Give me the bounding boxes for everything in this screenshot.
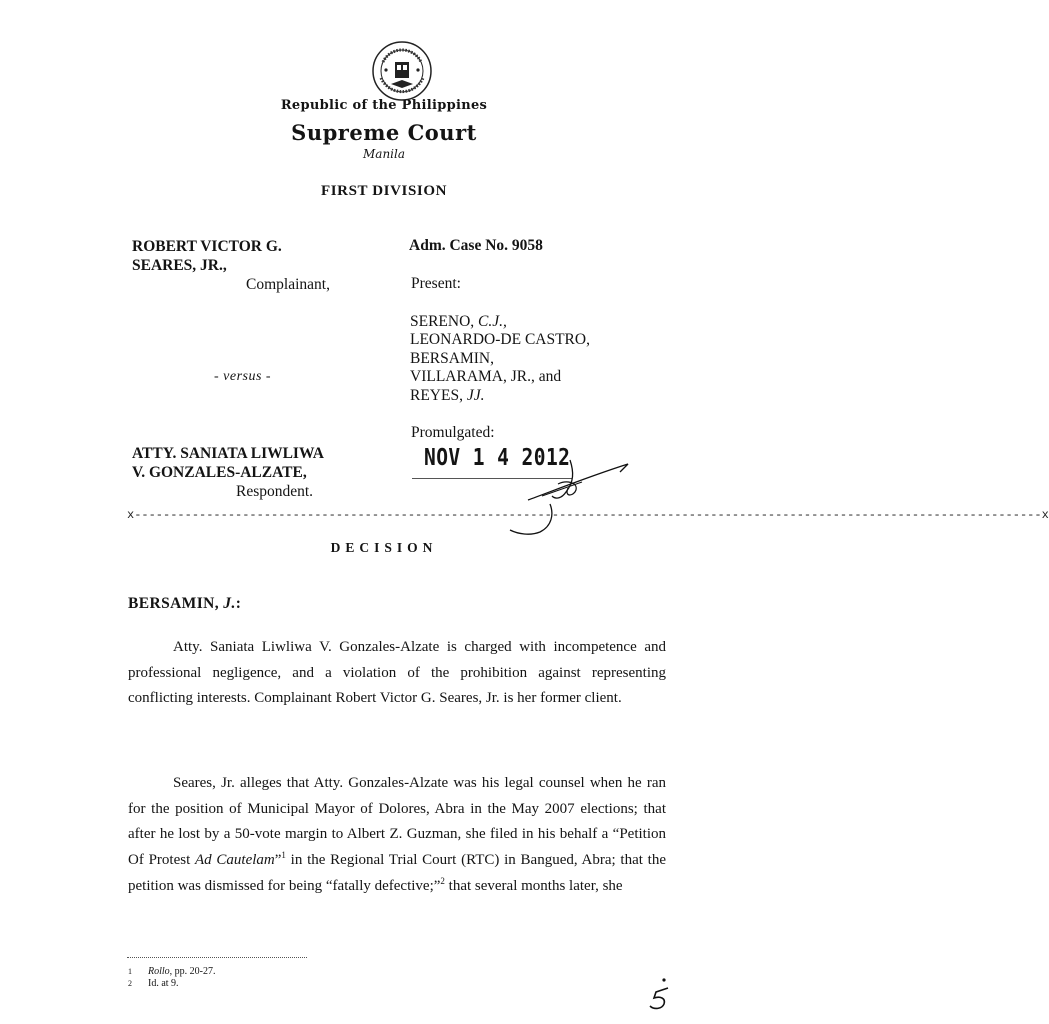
justice-entry — [410, 368, 590, 386]
page-number — [646, 976, 676, 1012]
footnote-2 — [128, 978, 179, 990]
justice-name: LEONARDO-DE CASTRO, — [410, 331, 590, 349]
promulgated-label: Promulgated: — [411, 424, 495, 441]
complainant-name — [132, 237, 282, 275]
separator-right: x — [1041, 508, 1049, 522]
respondent-role: Respondent. — [236, 483, 314, 500]
footnote-number: 2 — [128, 979, 132, 988]
respondent-name — [132, 444, 324, 482]
complainant-name-line2: SEARES, JR., — [132, 257, 227, 274]
footnote-1 — [128, 966, 216, 978]
justice-entry — [410, 350, 590, 368]
justice-entry — [410, 331, 590, 349]
justice-title: JJ. — [466, 386, 485, 404]
caption-separator: x------------------------------------------------------------------------------------------------------------------------------x — [127, 508, 1049, 522]
justice-title: C.J., — [478, 313, 507, 330]
complainant-name-line1: ROBERT VICTOR G. — [132, 238, 282, 255]
footnote-text: , pp. 20-27. — [169, 966, 216, 977]
city-heading: Manila — [363, 147, 405, 161]
respondent-name-line1: ATTY. SANIATA LIWLIWA — [132, 445, 324, 462]
division-heading: FIRST DIVISION — [320, 183, 448, 199]
paragraph-2-text: in the Regional Trial Court (RTC) in Bangued, Abra; that the petition was dismissed for being “fatally defective;” — [128, 852, 666, 894]
separator-left: x — [127, 508, 135, 522]
footnote-ref: 2 — [440, 875, 445, 886]
supreme-court-seal — [371, 40, 433, 102]
paragraph-1: Atty. Saniata Liwliwa V. Gonzales-Alzate is charged with incompetence and professional negligence, and a violation of the prohibition against representing conflicting interests. Complainant Robert Victor G. Seares, Jr. is her former client. — [128, 639, 666, 707]
paragraph-2 — [128, 771, 666, 900]
paragraph-2-text: that several months later, she — [444, 877, 623, 894]
versus-label: - versus - — [214, 369, 272, 384]
ponente-colon: : — [235, 595, 242, 612]
justice-entry — [410, 387, 590, 405]
complainant-role: Complainant, — [246, 276, 330, 293]
court-heading: Supreme Court — [291, 120, 477, 145]
paragraph-2-text: ” — [274, 852, 282, 869]
ponente-title: J. — [223, 595, 236, 612]
footnote-text: Id. at 9. — [148, 978, 179, 989]
justices-list — [410, 313, 590, 405]
footnote-ref: 1 — [281, 850, 286, 861]
justice-name: REYES, — [410, 386, 467, 404]
republic-heading: Republic of the Philippines — [280, 98, 488, 113]
decision-heading: DECISION — [330, 540, 438, 555]
handwritten-signature — [470, 452, 640, 542]
respondent-name-line2: V. GONZALES-ALZATE, — [132, 464, 307, 481]
promulgated-date-stamp: NOV 1 4 2012 — [424, 445, 571, 471]
paragraph-2-italic: Ad Cautelam — [195, 852, 275, 869]
justice-name: SERENO, — [410, 313, 479, 330]
ponente-name: BERSAMIN, — [128, 595, 224, 612]
justice-entry — [410, 313, 590, 331]
footnote-rule — [127, 957, 307, 958]
justice-name: VILLARAMA, JR., and — [410, 368, 562, 386]
footnote-number: 1 — [128, 967, 132, 976]
justice-name: BERSAMIN, — [410, 349, 494, 367]
case-number: Adm. Case No. 9058 — [409, 237, 543, 254]
present-label: Present: — [411, 275, 461, 292]
paragraph-2-text: Seares, Jr. alleges that Atty. Gonzales-Alzate was his legal counsel when he ran for the position of Municipal Mayor of Dolores, Abra in the May 2007 elections; that after he lost by a 50-vote margin to Albert Z. Guzman, she filed in his behalf a “Petition Of Protest — [128, 775, 666, 869]
footnote-italic: Rollo — [148, 966, 170, 977]
ponente — [128, 595, 241, 613]
